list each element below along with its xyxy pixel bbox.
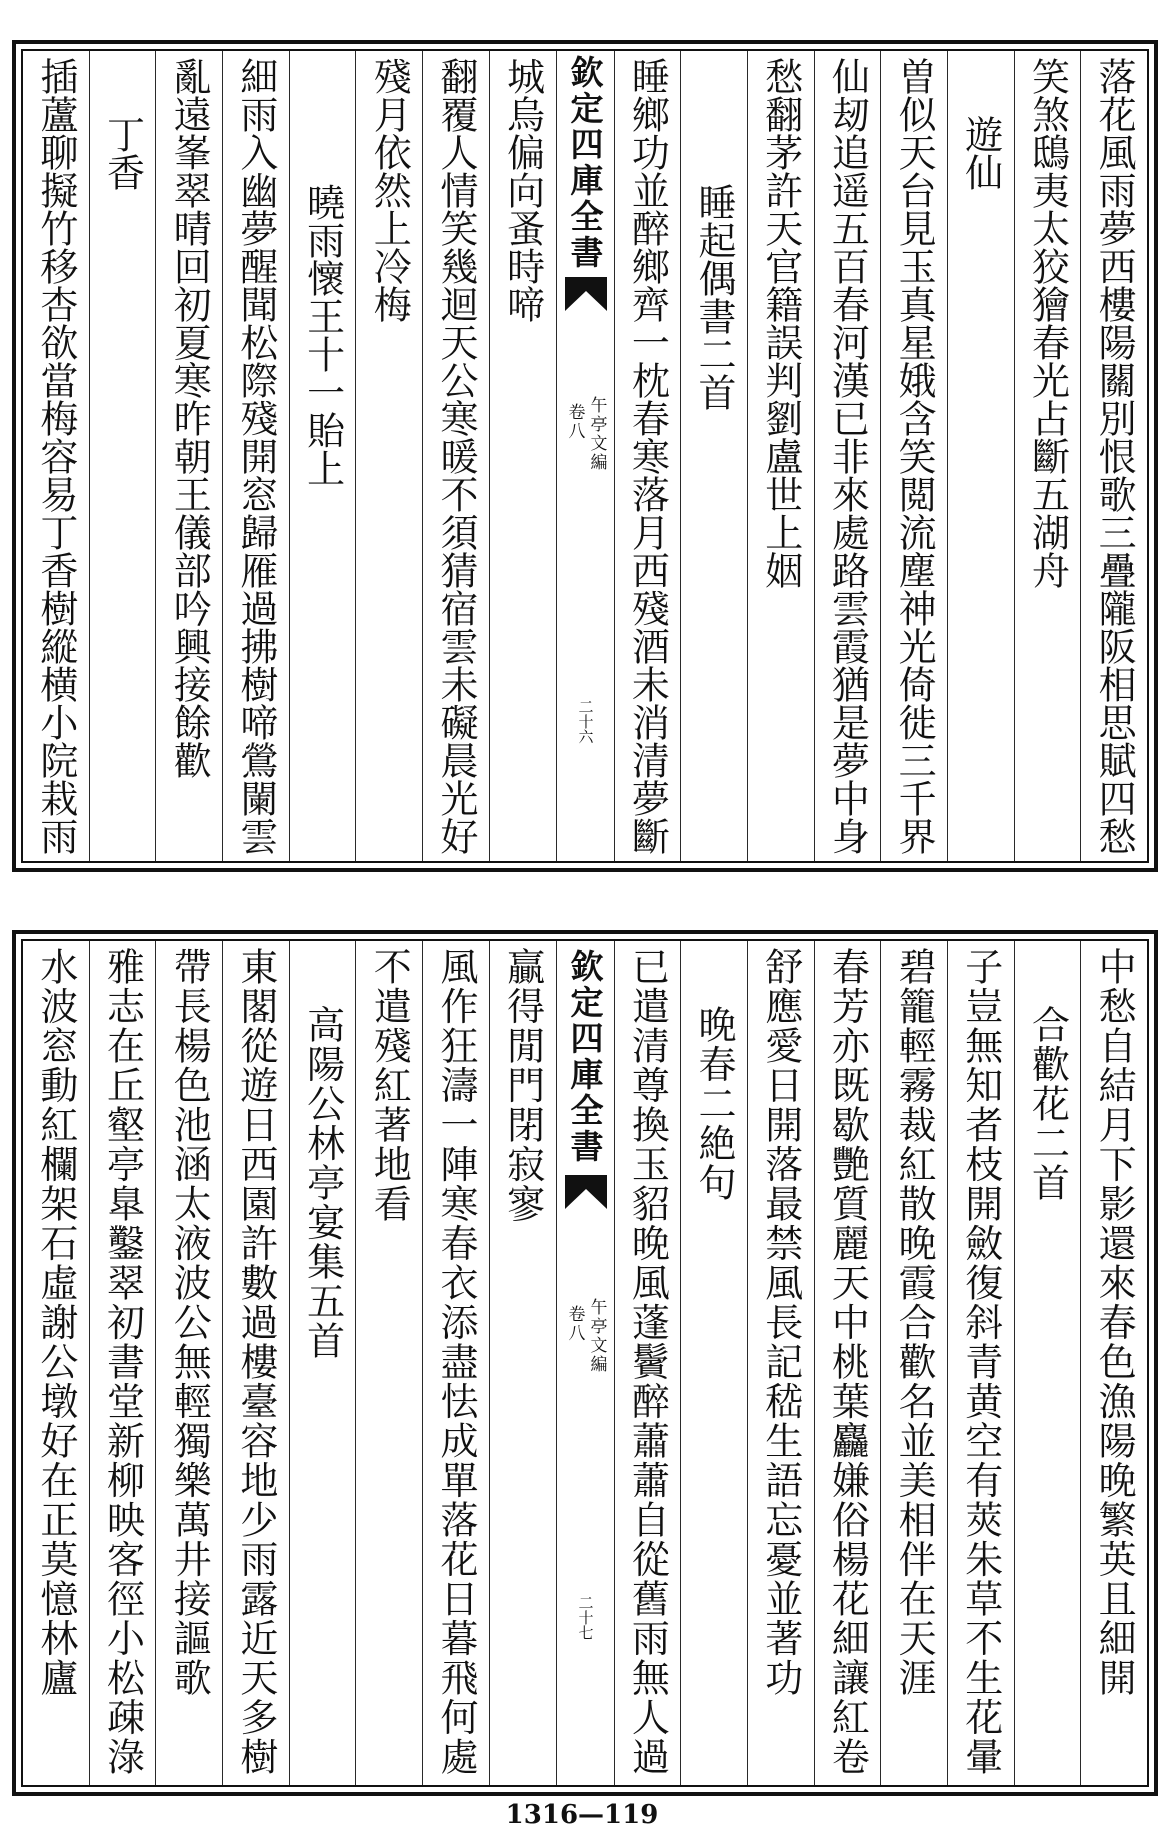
collection-title: 午亭文編 xyxy=(586,1298,607,1374)
poem-title-column xyxy=(680,941,747,1785)
poem-title: 遊仙 xyxy=(958,115,1003,191)
text-column xyxy=(23,941,89,1785)
text-line: 春芳亦既歇艷質麗天中桃葉麤嫌俗楊花細讓紅卷 xyxy=(825,947,870,1777)
text-line: 城烏偏向蚤時啼 xyxy=(500,57,545,323)
text-line: 仙刼追遥五百春河漢已非來處路雲霞猶是夢中身 xyxy=(825,57,870,855)
volume-label: 卷八 xyxy=(564,1305,585,1343)
text-line: 睡鄉功並醉鄉齊一枕春寒落月西殘酒未消清夢斷 xyxy=(625,57,670,855)
text-line: 東閣從遊日西園許數過樓臺容地少雨露近天多樹 xyxy=(233,947,278,1777)
volume-label: 卷八 xyxy=(564,403,585,441)
text-column xyxy=(489,941,556,1785)
text-column xyxy=(880,51,947,861)
poem-title-column xyxy=(680,51,747,861)
text-line: 笑煞鴟夷太狡獪春光占斷五湖舟 xyxy=(1025,57,1070,589)
text-line: 曽似天台見玉真星娥含笑閲流塵神光倚徙三千界 xyxy=(892,57,937,855)
poem-title: 晚春二絶句 xyxy=(692,1005,737,1203)
text-column xyxy=(355,51,422,861)
reprint-page-number: 1316—119 xyxy=(505,1800,659,1830)
text-line: 不遣殘紅著地看 xyxy=(367,947,412,1224)
folio-number: 二十七 xyxy=(576,1595,595,1640)
poem-title-column xyxy=(89,51,156,861)
poem-title-column xyxy=(947,51,1014,861)
text-column xyxy=(155,941,222,1785)
book-title: 欽定四庫全書 xyxy=(565,55,605,271)
poem-title-column xyxy=(289,941,356,1785)
book-title: 欽定四庫全書 xyxy=(565,949,605,1165)
text-column xyxy=(222,51,289,861)
poem-title-column xyxy=(1014,941,1081,1785)
text-column xyxy=(155,51,222,861)
text-line: 帶長楊色池涵太液波公無輕獨樂萬井接謳歌 xyxy=(167,947,212,1698)
text-line: 細雨入幽夢醒聞松際殘開窓歸雁過拂樹啼鶯闌雲 xyxy=(233,57,278,855)
text-column xyxy=(747,941,814,1785)
text-column xyxy=(23,51,89,861)
text-column xyxy=(1080,51,1147,861)
text-line: 風作狂濤一陣寒春衣添盡怯成單落花日暮飛何處 xyxy=(433,947,478,1777)
fishtail-ornament xyxy=(565,1175,607,1211)
center-fold-column xyxy=(556,941,614,1785)
text-column xyxy=(747,51,814,861)
text-line: 插蘆聊擬竹移杏欲當梅容易丁香樹縱横小院栽雨 xyxy=(33,57,78,855)
poem-title: 曉雨懷王十一貽上 xyxy=(300,183,345,487)
text-line: 水波窓動紅欄架石虛謝公墩好在正莫憶林廬 xyxy=(33,947,78,1698)
upper-leaf-frame xyxy=(21,49,1149,863)
lower-leaf xyxy=(12,930,1158,1796)
text-line: 雅志在丘壑亭臯鑿翠初書堂新柳映客徑小松疎淥 xyxy=(100,947,145,1777)
text-line: 翻覆人情笑幾迴天公寒暖不須猜宿雲未礙晨光好 xyxy=(433,57,478,855)
text-column xyxy=(89,941,156,1785)
text-column xyxy=(880,941,947,1785)
text-column xyxy=(814,941,881,1785)
collection-title: 午亭文編 xyxy=(586,396,607,472)
poem-title: 丁香 xyxy=(100,115,145,191)
text-column xyxy=(614,941,681,1785)
text-line: 落花風雨夢西樓陽關別恨歌三疊隴阪相思賦四愁 xyxy=(1092,57,1137,855)
text-column xyxy=(947,941,1014,1785)
text-line: 贏得閒門閉寂寥 xyxy=(500,947,545,1224)
text-column xyxy=(614,51,681,861)
upper-leaf xyxy=(12,40,1158,872)
text-line: 殘月依然上冷梅 xyxy=(367,57,412,323)
text-line: 子豈無知者枝開斂復斜青黄空有莢朱草不生花暈 xyxy=(958,947,1003,1777)
fishtail-ornament xyxy=(565,277,607,313)
poem-title-column xyxy=(289,51,356,861)
lower-leaf-frame xyxy=(21,939,1149,1787)
text-column xyxy=(222,941,289,1785)
text-line: 中愁自結月下影還來春色漁陽晚繁英且細開 xyxy=(1092,947,1137,1698)
text-line: 愁翻茅許天官籍誤判劉盧世上姻 xyxy=(758,57,803,589)
text-line: 舒應愛日開落最禁風長記嵇生語忘憂並著功 xyxy=(758,947,803,1698)
text-line: 已遣清尊換玉貂晚風蓬鬢醉蕭蕭自從舊雨無人過 xyxy=(625,947,670,1777)
text-line: 亂遠峯翠晴回初夏寒昨朝王儀部吟興接餘歡 xyxy=(167,57,212,779)
poem-title: 高陽公林亭宴集五首 xyxy=(300,1005,345,1361)
poem-title: 合歡花二首 xyxy=(1025,1005,1070,1203)
text-column xyxy=(814,51,881,861)
center-fold-column xyxy=(556,51,614,861)
text-line: 碧籠輕霧裁紅散晚霞合歡名並美相伴在天涯 xyxy=(892,947,937,1698)
text-column xyxy=(355,941,422,1785)
text-column xyxy=(422,51,489,861)
text-column xyxy=(1080,941,1147,1785)
text-column xyxy=(1014,51,1081,861)
poem-title: 睡起偶書二首 xyxy=(692,183,737,411)
text-column xyxy=(422,941,489,1785)
text-column xyxy=(489,51,556,861)
folio-number: 二十六 xyxy=(576,699,595,744)
